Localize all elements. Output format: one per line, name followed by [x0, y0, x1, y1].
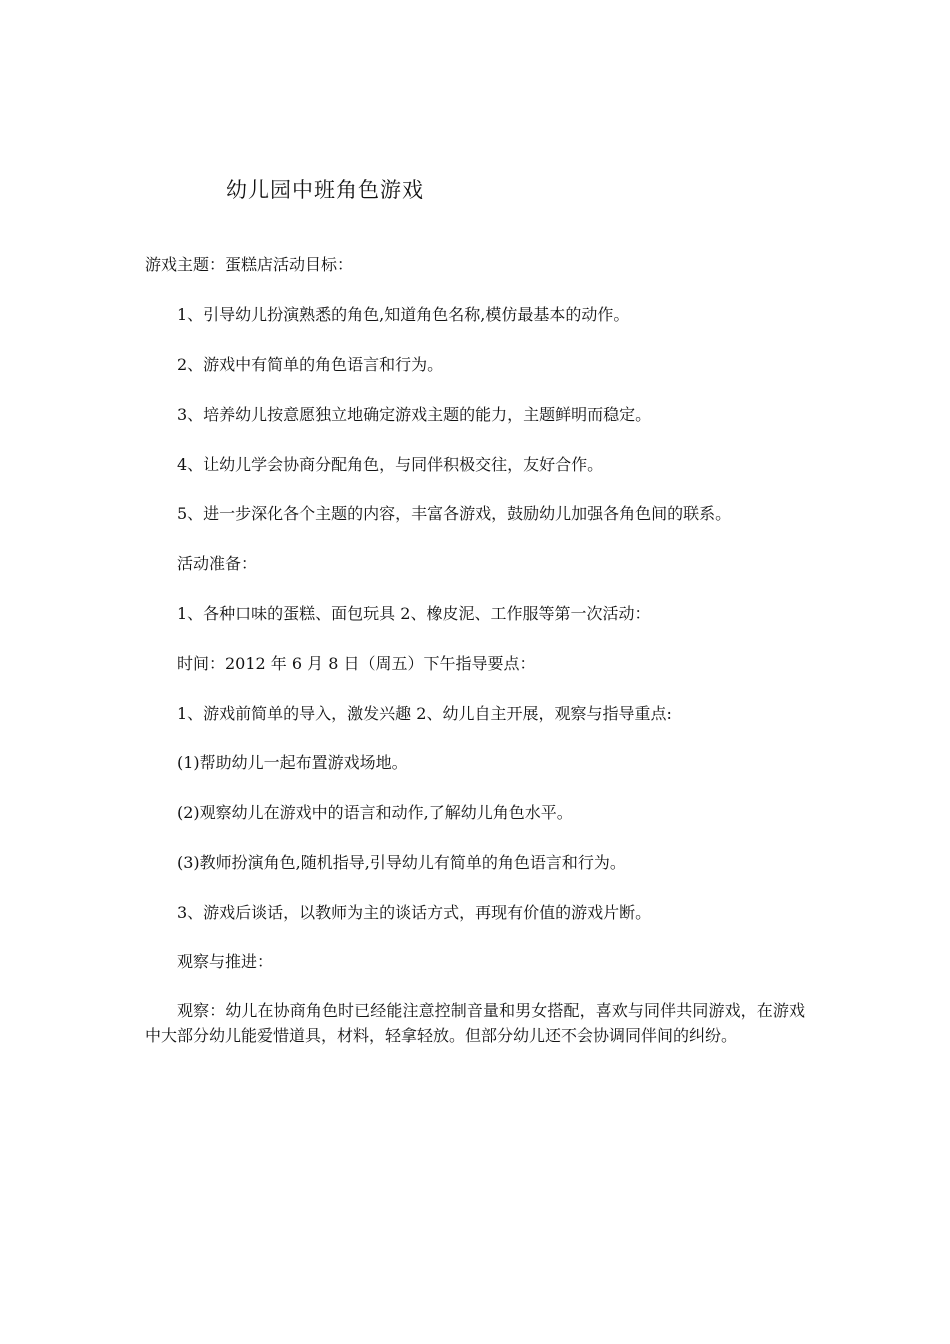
guidance-item: (1)帮助幼儿一起布置游戏场地。	[177, 753, 408, 772]
goal-item: 2、游戏中有简单的角色语言和行为。	[177, 355, 444, 374]
document-title: 幼儿园中班角色游戏	[226, 178, 424, 202]
guidance-item: (3)教师扮演角色,随机指导,引导幼儿有简单的角色语言和行为。	[177, 853, 626, 872]
observe-heading: 观察与推进：	[177, 952, 274, 971]
prep-item: 1、各种口味的蛋糕、面包玩具 2、橡皮泥、工作服等第一次活动：	[177, 604, 651, 623]
goal-item: 1、引导幼儿扮演熟悉的角色,知道角色名称,模仿最基本的动作。	[177, 305, 630, 324]
goal-item: 3、培养幼儿按意愿独立地确定游戏主题的能力，主题鲜明而稳定。	[177, 405, 652, 424]
theme-line: 游戏主题：蛋糕店活动目标：	[145, 255, 354, 274]
guidance-item: 3、游戏后谈话，以教师为主的谈话方式，再现有价值的游戏片断。	[177, 903, 652, 922]
observe-paragraph: 观察：幼儿在协商角色时已经能注意控制音量和男女搭配，喜欢与同伴共同游戏，在游戏中大部分幼儿能爱惜道具，材料，轻拿轻放。但部分幼儿还不会协调同伴间的纠纷。	[145, 1001, 805, 1045]
prep-heading: 活动准备：	[177, 554, 258, 573]
goal-item: 5、进一步深化各个主题的内容，丰富各游戏，鼓励幼儿加强各角色间的联系。	[177, 504, 732, 523]
goal-item: 4、让幼儿学会协商分配角色，与同伴积极交往，友好合作。	[177, 455, 604, 474]
guidance-item: (2)观察幼儿在游戏中的语言和动作,了解幼儿角色水平。	[177, 803, 573, 822]
time-line: 时间：2012 年 6 月 8 日（周五）下午指导要点：	[177, 654, 536, 673]
guidance-item: 1、游戏前简单的导入，激发兴趣 2、幼儿自主开展，观察与指导重点:	[177, 704, 672, 723]
